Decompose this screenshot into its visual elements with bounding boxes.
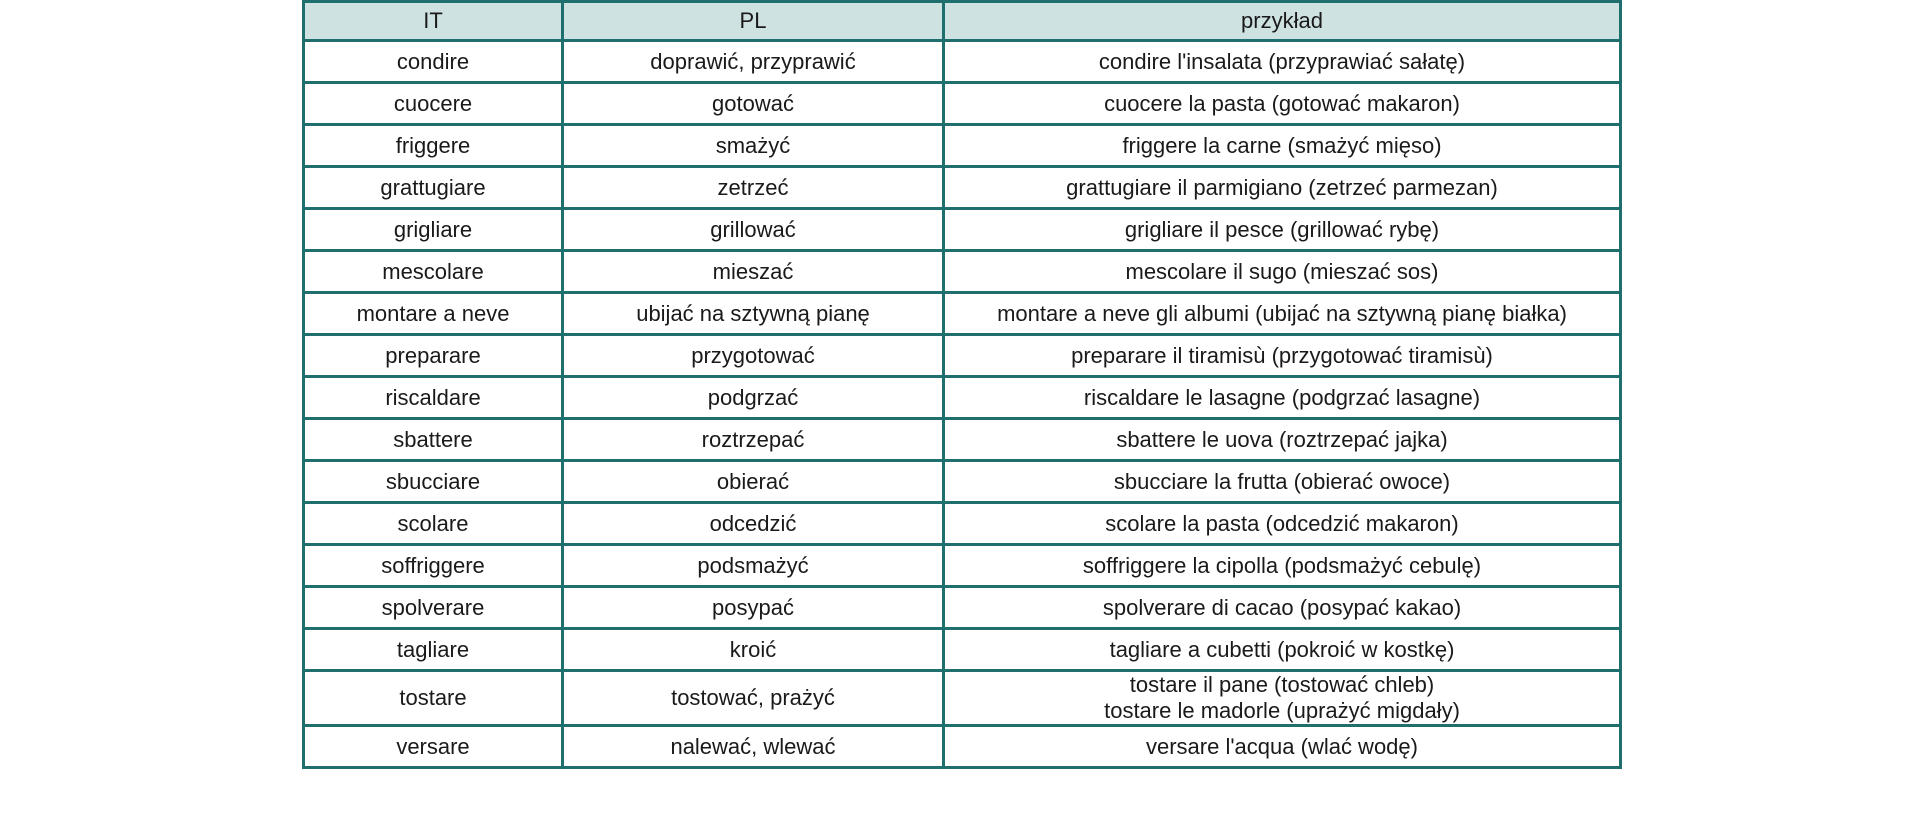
cell-it: versare <box>304 726 563 768</box>
example-line: sbattere le uova (roztrzepać jajka) <box>1116 426 1448 452</box>
cell-example <box>944 671 1621 726</box>
cell-example <box>944 461 1621 503</box>
example-line: spolverare di cacao (posypać kakao) <box>1102 594 1462 620</box>
example-line: sbucciare la frutta (obierać owoce) <box>1113 468 1451 494</box>
example-line: tagliare a cubetti (pokroić w kostkę) <box>1109 636 1455 662</box>
cell-it: sbucciare <box>304 461 563 503</box>
cell-pl: mieszać <box>563 251 944 293</box>
cell-it: tostare <box>304 671 563 726</box>
cell-pl: roztrzepać <box>563 419 944 461</box>
cell-it: cuocere <box>304 83 563 125</box>
table-row <box>304 293 1621 335</box>
example-line: preparare il tiramisù (przygotować tiramisù) <box>1071 342 1493 368</box>
table-row <box>304 377 1621 419</box>
table-row <box>304 545 1621 587</box>
table-row <box>304 83 1621 125</box>
example-line: grattugiare il parmigiano (zetrzeć parmezan) <box>1066 174 1498 200</box>
cell-example <box>944 293 1621 335</box>
cell-it: scolare <box>304 503 563 545</box>
cell-pl: posypać <box>563 587 944 629</box>
example-line: mescolare il sugo (mieszać sos) <box>1125 258 1439 284</box>
cell-it: grattugiare <box>304 167 563 209</box>
cell-pl: doprawić, przyprawić <box>563 41 944 83</box>
cell-pl: odcedzić <box>563 503 944 545</box>
cell-example <box>944 125 1621 167</box>
cell-pl: smażyć <box>563 125 944 167</box>
cell-example <box>944 377 1621 419</box>
cell-example <box>944 503 1621 545</box>
cell-it: tagliare <box>304 629 563 671</box>
table-row <box>304 167 1621 209</box>
example-line: grigliare il pesce (grillować rybę) <box>1124 216 1440 242</box>
cell-example <box>944 251 1621 293</box>
cell-example <box>944 726 1621 768</box>
cell-it: spolverare <box>304 587 563 629</box>
table-row <box>304 251 1621 293</box>
table-row <box>304 41 1621 83</box>
cell-pl: gotować <box>563 83 944 125</box>
cell-pl: kroić <box>563 629 944 671</box>
table-header-row <box>304 2 1621 41</box>
cell-example <box>944 167 1621 209</box>
example-line: montare a neve gli albumi (ubijać na sztywną pianę białka) <box>997 300 1567 326</box>
table-row <box>304 587 1621 629</box>
cell-example <box>944 83 1621 125</box>
cell-example <box>944 587 1621 629</box>
table-row <box>304 671 1621 726</box>
cell-it: mescolare <box>304 251 563 293</box>
table-row <box>304 726 1621 768</box>
header-pl: PL <box>563 2 944 41</box>
table-row <box>304 629 1621 671</box>
cell-example <box>944 419 1621 461</box>
example-line: riscaldare le lasagne (podgrzać lasagne) <box>1083 384 1481 410</box>
table-row <box>304 419 1621 461</box>
cell-it: montare a neve <box>304 293 563 335</box>
table-row <box>304 125 1621 167</box>
header-example: przykład <box>944 2 1621 41</box>
cell-it: friggere <box>304 125 563 167</box>
table-row <box>304 209 1621 251</box>
example-line: friggere la carne (smażyć mięso) <box>1122 132 1442 158</box>
cell-example <box>944 335 1621 377</box>
vocabulary-table <box>302 0 1622 769</box>
cell-it: sbattere <box>304 419 563 461</box>
cell-example <box>944 545 1621 587</box>
cell-pl: podgrzać <box>563 377 944 419</box>
example-line: tostare le madorle (uprażyć migdały) <box>1104 698 1460 723</box>
example-line: condire l'insalata (przyprawiać sałatę) <box>1098 48 1466 74</box>
cell-pl: obierać <box>563 461 944 503</box>
example-line: cuocere la pasta (gotować makaron) <box>1104 90 1460 116</box>
cell-it: condire <box>304 41 563 83</box>
cell-example <box>944 209 1621 251</box>
cell-pl: podsmażyć <box>563 545 944 587</box>
cell-pl: zetrzeć <box>563 167 944 209</box>
example-line: soffriggere la cipolla (podsmażyć cebulę) <box>1082 552 1482 578</box>
header-it: IT <box>304 2 563 41</box>
cell-pl: tostować, prażyć <box>563 671 944 726</box>
cell-it: preparare <box>304 335 563 377</box>
cell-pl: przygotować <box>563 335 944 377</box>
cell-it: soffriggere <box>304 545 563 587</box>
cell-it: grigliare <box>304 209 563 251</box>
cell-pl: grillować <box>563 209 944 251</box>
cell-example <box>944 41 1621 83</box>
table-row <box>304 503 1621 545</box>
table-row <box>304 461 1621 503</box>
example-line: tostare il pane (tostować chleb) <box>1129 672 1435 697</box>
cell-pl: ubijać na sztywną pianę <box>563 293 944 335</box>
cell-example <box>944 629 1621 671</box>
example-line: versare l'acqua (wlać wodę) <box>1146 733 1418 759</box>
cell-pl: nalewać, wlewać <box>563 726 944 768</box>
example-line: scolare la pasta (odcedzić makaron) <box>1105 510 1459 536</box>
cell-it: riscaldare <box>304 377 563 419</box>
table-row <box>304 335 1621 377</box>
table-body <box>304 41 1621 768</box>
